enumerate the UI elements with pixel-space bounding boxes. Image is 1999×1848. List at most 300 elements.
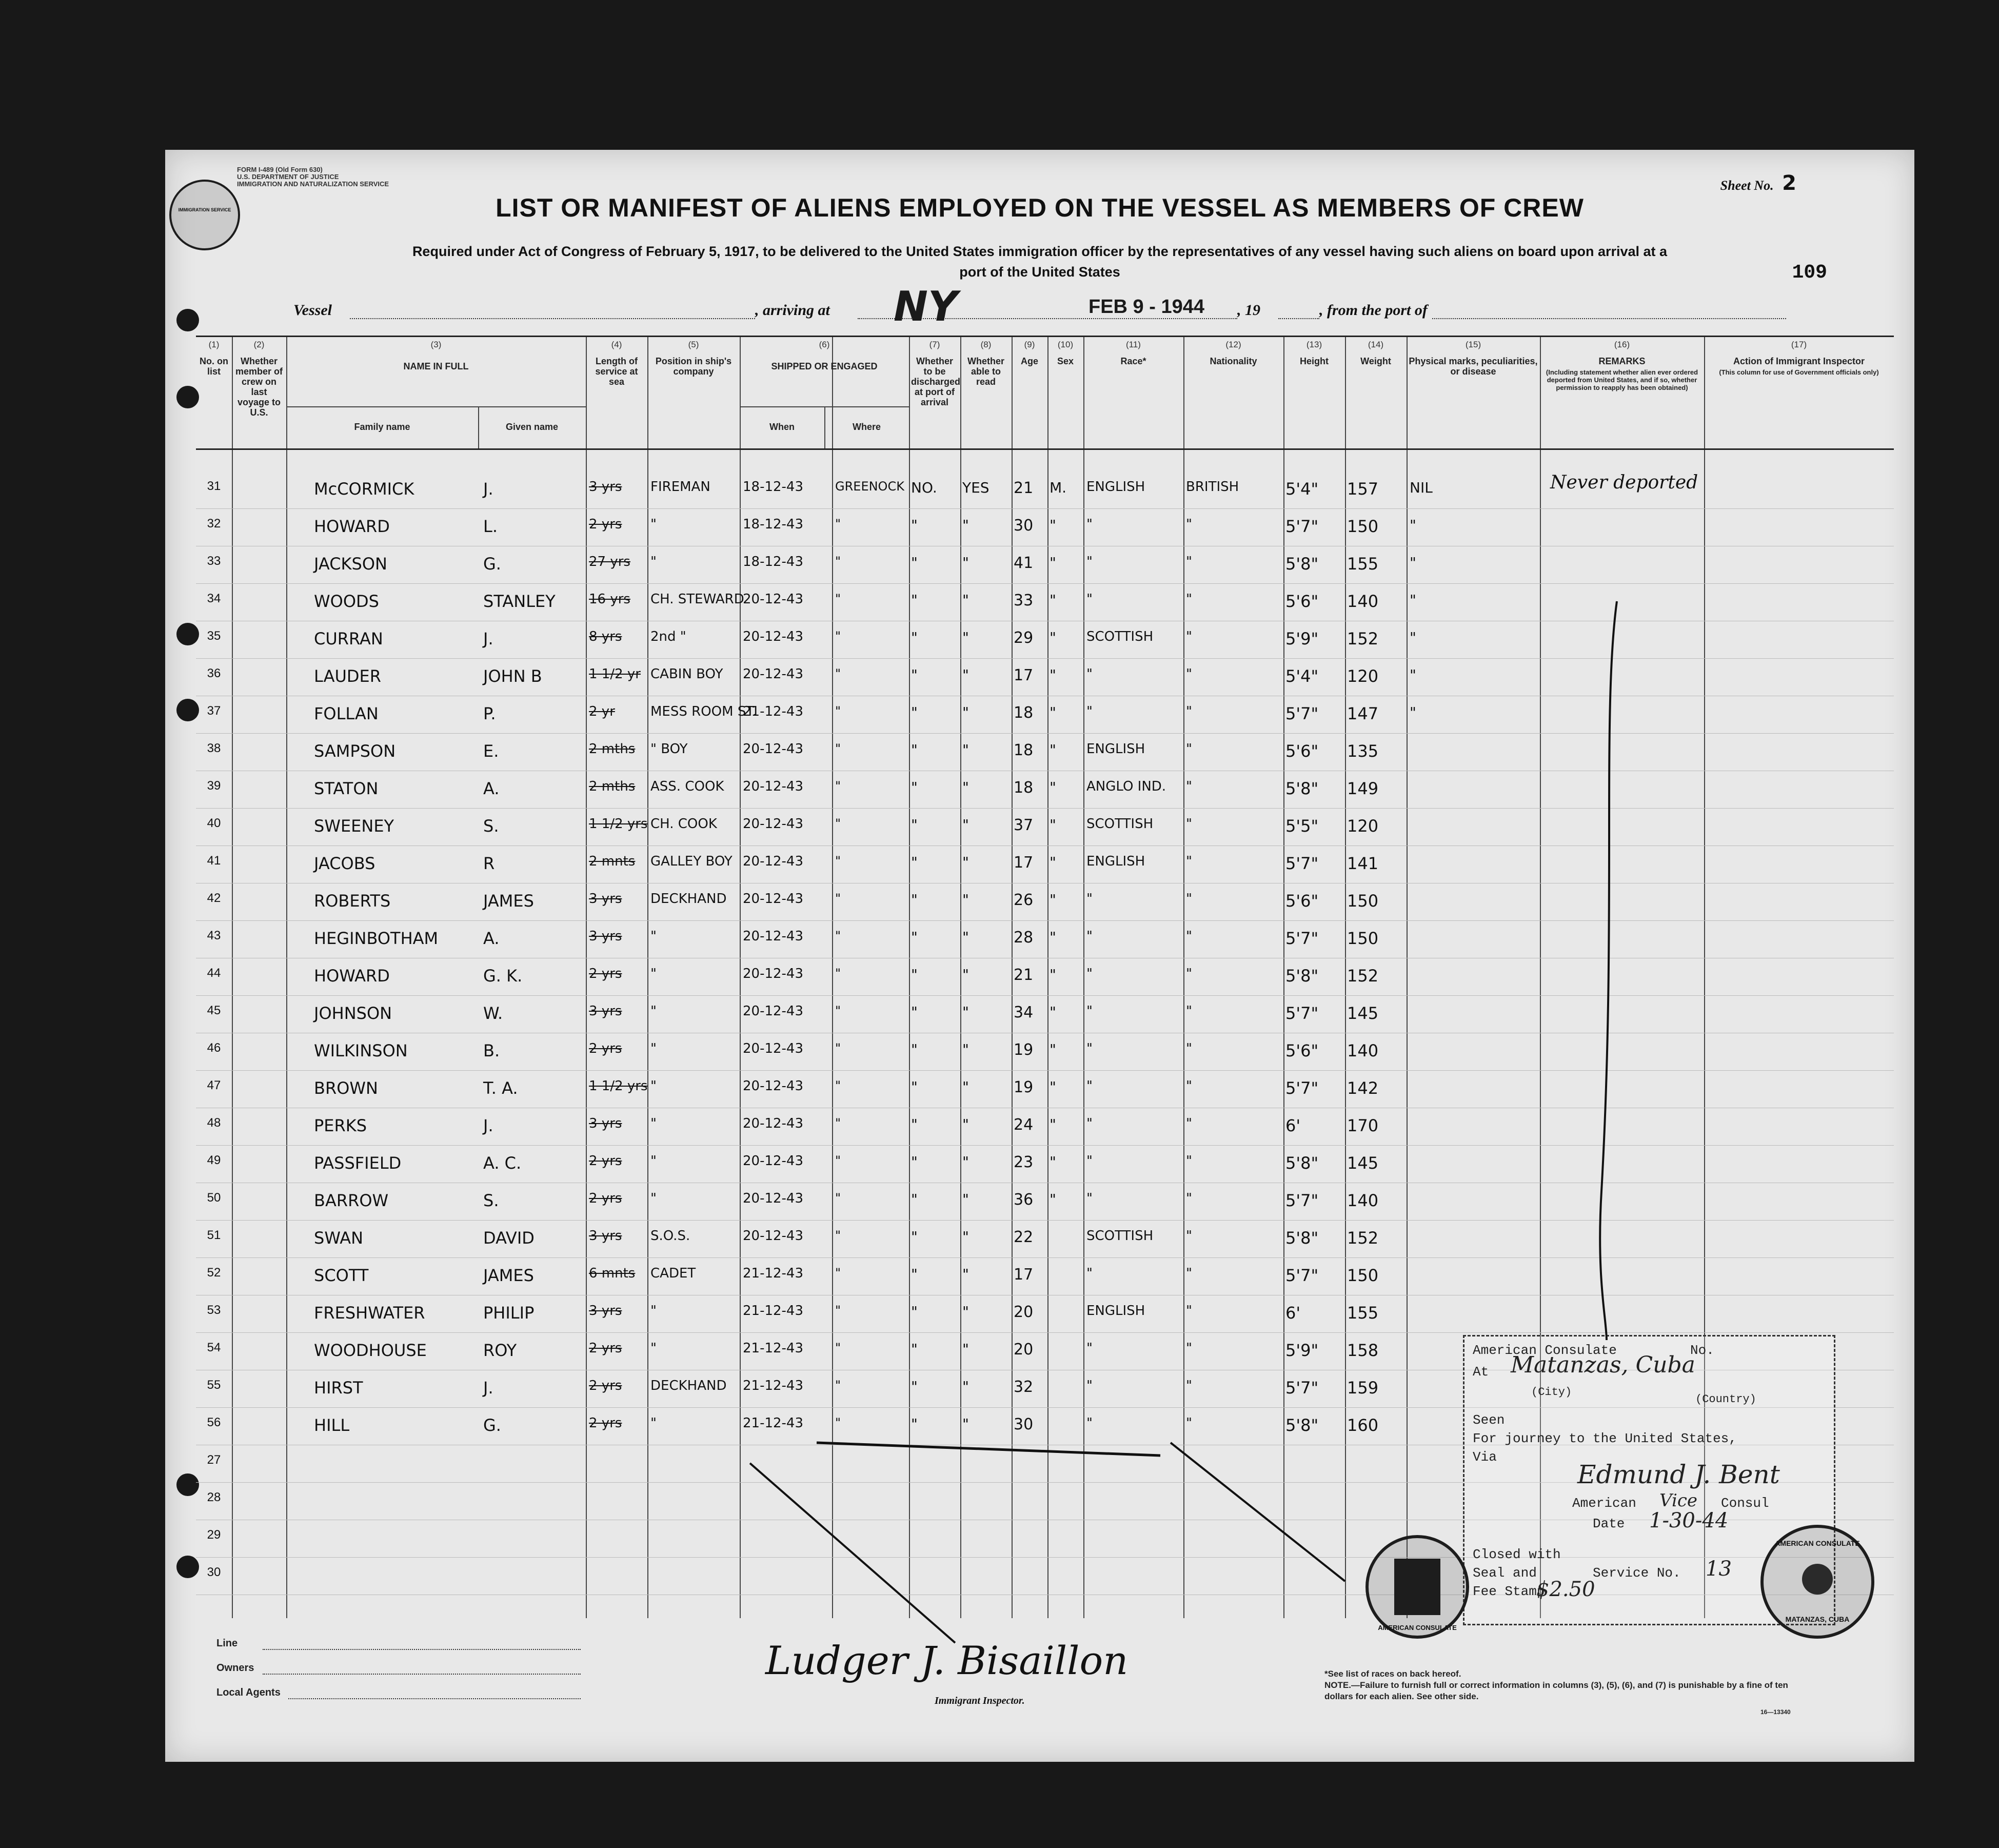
cell-service: 2 yr	[589, 704, 615, 719]
cell-given: PHILIP	[483, 1303, 535, 1323]
cell-nationality: BRITISH	[1186, 479, 1239, 495]
cell-sex: "	[1050, 741, 1056, 758]
cell-age: 21	[1014, 966, 1034, 984]
cell-race: SCOTTISH	[1086, 629, 1154, 644]
cell-position: DECKHAND	[650, 891, 727, 907]
cell-height: 5'8"	[1285, 1228, 1319, 1248]
cell-sex: "	[1050, 816, 1056, 833]
cell-weight: 140	[1347, 1191, 1379, 1210]
cell-age: 32	[1014, 1378, 1034, 1396]
subtitle-line-1: Required under Act of Congress of February 5, 1917, to be delivered to the United States immigration officer by the representatives of any vessel having such aliens on board upon arrival at a	[412, 244, 1668, 259]
manifest-page	[165, 150, 1914, 1762]
arrival-date-value: FEB 9 - 1944	[1088, 296, 1204, 318]
column-subheader: Family name	[354, 422, 410, 432]
cell-nationality: "	[1186, 1041, 1192, 1056]
column-header: REMARKS	[1598, 356, 1646, 366]
footer-agents-label: Local Agents	[216, 1687, 281, 1698]
column-header-note: (Including statement whether alien ever ordered deported from United States, and if so, whether permission to reapply has been obtained)	[1546, 368, 1698, 391]
cell-where: GREENOCK	[835, 479, 904, 494]
cell-read: "	[962, 629, 969, 646]
cell-race: "	[1086, 891, 1093, 907]
consulate-service-value: 13	[1706, 1557, 1732, 1581]
cell-weight: 155	[1347, 554, 1379, 574]
cell-service: 3 yrs	[589, 929, 622, 944]
cell-given: G.	[483, 1416, 501, 1435]
cell-service: 27 yrs	[589, 554, 630, 569]
cell-height: 5'4"	[1285, 479, 1319, 499]
cell-service: 8 yrs	[589, 629, 622, 644]
cell-age: 41	[1014, 554, 1034, 572]
cell-sex: "	[1050, 779, 1056, 796]
cell-no: 41	[207, 854, 221, 868]
cell-height: 5'7"	[1285, 854, 1319, 873]
cell-race: "	[1086, 1191, 1093, 1206]
page-title: LIST OR MANIFEST OF ALIENS EMPLOYED ON THE VESSEL AS MEMBERS OF CREW	[496, 193, 1584, 222]
cell-weight: 140	[1347, 592, 1379, 611]
consulate-via-label: Via	[1473, 1449, 1497, 1465]
form-number: FORM I-489 (Old Form 630)	[237, 166, 323, 173]
vessel-label: Vessel	[293, 302, 332, 319]
cell-family: PERKS	[314, 1116, 367, 1135]
cell-when: 21-12-43	[743, 704, 804, 719]
cell-weight: 152	[1347, 966, 1379, 986]
cell-position: "	[650, 1041, 657, 1056]
cell-when: 21-12-43	[743, 1266, 804, 1281]
cell-sex: "	[1050, 891, 1056, 908]
cell-marks: "	[1410, 517, 1416, 534]
cell-sex: "	[1050, 1004, 1056, 1020]
cell-position: "	[650, 1303, 657, 1319]
cell-when: 20-12-43	[743, 779, 804, 794]
cell-height: 5'9"	[1285, 1341, 1319, 1360]
cell-no: 32	[207, 517, 221, 530]
cell-race: "	[1086, 666, 1093, 682]
cell-given: W.	[483, 1004, 503, 1023]
cell-when: 20-12-43	[743, 741, 804, 757]
cell-sex: "	[1050, 1078, 1056, 1095]
cell-service: 3 yrs	[589, 479, 622, 495]
cell-height: 6'	[1285, 1303, 1301, 1323]
cell-nationality: "	[1186, 1116, 1192, 1131]
cell-when: 20-12-43	[743, 1078, 804, 1094]
cell-nationality: "	[1186, 592, 1192, 607]
cell-read: "	[962, 741, 969, 758]
cell-position: "	[650, 517, 657, 532]
cell-marks: "	[1410, 629, 1416, 646]
cell-no: 48	[207, 1116, 221, 1130]
cell-given: A.	[483, 929, 500, 948]
cell-read: "	[962, 517, 969, 534]
cell-remarks: Never deported	[1550, 472, 1698, 493]
cell-position: GALLEY BOY	[650, 854, 733, 869]
cell-given: STANLEY	[483, 592, 556, 611]
cell-family: JACOBS	[314, 854, 375, 873]
column-header: Position in ship's company	[655, 356, 732, 377]
cell-age: 30	[1014, 517, 1034, 535]
cell-discharged: "	[911, 1191, 918, 1208]
cell-family: SCOTT	[314, 1266, 369, 1285]
cell-age: 18	[1014, 779, 1034, 797]
cell-given: B.	[483, 1041, 500, 1060]
cell-weight: 120	[1347, 816, 1379, 836]
cell-no: 50	[207, 1191, 221, 1205]
cell-no: 33	[207, 554, 221, 568]
cell-race: ENGLISH	[1086, 741, 1145, 757]
cell-family: HEGINBOTHAM	[314, 929, 439, 948]
cell-discharged: "	[911, 891, 918, 908]
cell-when: 20-12-43	[743, 629, 804, 644]
cell-no: 46	[207, 1041, 221, 1055]
column-header: SHIPPED OR ENGAGED	[771, 361, 878, 371]
department-name: U.S. DEPARTMENT OF JUSTICE	[237, 173, 339, 181]
cell-discharged: "	[911, 666, 918, 683]
cell-height: 5'7"	[1285, 1378, 1319, 1398]
consulate-heading: American Consulate	[1473, 1343, 1617, 1358]
cell-age: 19	[1014, 1078, 1034, 1096]
cell-given: R	[483, 854, 495, 873]
cell-height: 5'8"	[1285, 966, 1319, 986]
cell-no: 34	[207, 592, 221, 605]
cell-read: "	[962, 1303, 969, 1320]
cell-read: "	[962, 1153, 969, 1170]
inspector-label: Immigrant Inspector.	[935, 1695, 1025, 1706]
cell-height: 5'7"	[1285, 1004, 1319, 1023]
cell-weight: 155	[1347, 1303, 1379, 1323]
cell-race: "	[1086, 1416, 1093, 1431]
cell-weight: 142	[1347, 1078, 1379, 1098]
cell-position: "	[650, 1341, 657, 1356]
cell-age: 19	[1014, 1041, 1034, 1059]
cell-no: 37	[207, 704, 221, 718]
cell-position: CABIN BOY	[650, 666, 723, 682]
cell-read: "	[962, 1078, 969, 1095]
column-subheader: Given name	[505, 422, 559, 432]
consulate-fee-value: $2.50	[1536, 1578, 1595, 1601]
cell-nationality: "	[1186, 629, 1192, 644]
cell-read: "	[962, 1416, 969, 1432]
cell-position: MESS ROOM ST.	[650, 704, 757, 719]
column-number: (13)	[1306, 340, 1322, 349]
cell-read: "	[962, 854, 969, 871]
cell-when: 20-12-43	[743, 592, 804, 607]
column-number: (2)	[253, 340, 265, 349]
cell-position: DECKHAND	[650, 1378, 727, 1393]
seal-right-top-text: AMERICAN CONSULATE	[1775, 1539, 1860, 1547]
cell-height: 5'8"	[1285, 779, 1319, 798]
consulate-no-label: No.	[1690, 1343, 1714, 1358]
cell-no: 53	[207, 1303, 221, 1317]
cell-nationality: "	[1186, 966, 1192, 981]
cell-race: "	[1086, 1341, 1093, 1356]
cell-no: 54	[207, 1341, 221, 1354]
cell-position: "	[650, 554, 657, 569]
empty-row-number: 27	[207, 1453, 221, 1467]
cell-family: HOWARD	[314, 517, 390, 536]
cell-discharged: "	[911, 1078, 918, 1095]
cell-given: A.	[483, 779, 500, 798]
cell-position: "	[650, 1191, 657, 1206]
consul-date-label: Date	[1593, 1516, 1625, 1531]
cell-read: YES	[962, 479, 989, 496]
cell-position: 2nd "	[650, 629, 686, 644]
cell-nationality: "	[1186, 1191, 1192, 1206]
cell-position: ASS. COOK	[650, 779, 724, 794]
cell-service: 3 yrs	[589, 1228, 622, 1244]
cell-service: 2 yrs	[589, 517, 622, 532]
cell-nationality: "	[1186, 1416, 1192, 1431]
consul-signature: Edmund J. Bent	[1577, 1460, 1780, 1489]
cell-service: 1 1/2 yrs	[589, 816, 648, 832]
cell-sex: "	[1050, 1116, 1056, 1133]
cell-discharged: "	[911, 1266, 918, 1283]
cell-nationality: "	[1186, 854, 1192, 869]
cell-nationality: "	[1186, 1078, 1192, 1094]
cell-service: 1 1/2 yrs	[589, 1078, 648, 1094]
column-header: Physical marks, peculiarities, or disease	[1409, 356, 1538, 377]
cell-height: 5'8"	[1285, 554, 1319, 574]
cell-race: "	[1086, 704, 1093, 719]
empty-row-number: 28	[207, 1490, 221, 1504]
cell-family: PASSFIELD	[314, 1153, 402, 1173]
column-number: (7)	[929, 340, 940, 349]
cell-nationality: "	[1186, 1228, 1192, 1244]
cell-discharged: "	[911, 1116, 918, 1133]
cell-discharged: "	[911, 966, 918, 983]
cell-given: S.	[483, 1191, 499, 1210]
footnote-fine: NOTE.—Failure to furnish full or correct information in columns (3), (5), (6), and (7) is punishable by a fine of ten dollars for each alien. See other side.	[1324, 1680, 1788, 1701]
cell-marks: "	[1410, 666, 1416, 683]
cell-nationality: "	[1186, 779, 1192, 794]
seal-right-bottom-text: MATANZAS, CUBA	[1785, 1615, 1850, 1623]
cell-where: "	[835, 1341, 841, 1355]
cell-age: 37	[1014, 816, 1034, 834]
cell-service: 16 yrs	[589, 592, 630, 607]
cell-read: "	[962, 554, 969, 571]
cell-given: JAMES	[483, 1266, 534, 1285]
cell-family: BROWN	[314, 1078, 378, 1098]
cell-age: 17	[1014, 854, 1034, 872]
cell-no: 43	[207, 929, 221, 942]
cell-height: 5'7"	[1285, 517, 1319, 536]
cell-age: 30	[1014, 1416, 1034, 1433]
cell-age: 20	[1014, 1303, 1034, 1321]
cell-position: "	[650, 1153, 657, 1169]
column-header: Whether to be discharged at port of arrival	[911, 356, 961, 407]
cell-age: 17	[1014, 1266, 1034, 1284]
cell-position: S.O.S.	[650, 1228, 690, 1244]
column-header: Action of Immigrant Inspector	[1733, 356, 1865, 366]
cell-race: ENGLISH	[1086, 479, 1145, 495]
empty-row-number: 29	[207, 1528, 221, 1542]
cell-no: 35	[207, 629, 221, 643]
cell-service: 3 yrs	[589, 891, 622, 907]
cell-read: "	[962, 966, 969, 983]
consul-title-prefix: American	[1572, 1496, 1636, 1511]
cell-when: 20-12-43	[743, 1191, 804, 1206]
cell-height: 5'7"	[1285, 704, 1319, 723]
column-subheader: Where	[852, 422, 881, 432]
cell-race: ANGLO IND.	[1086, 779, 1166, 794]
cell-discharged: "	[911, 1041, 918, 1058]
cell-read: "	[962, 1191, 969, 1208]
consul-title-suffix: Consul	[1721, 1496, 1769, 1511]
column-number: (1)	[208, 340, 220, 349]
cell-where: "	[835, 1004, 841, 1018]
footer-line-label: Line	[216, 1638, 238, 1649]
cell-height: 5'7"	[1285, 929, 1319, 948]
cell-family: HILL	[314, 1416, 350, 1435]
cell-no: 49	[207, 1153, 221, 1167]
page-number: 109	[1792, 262, 1827, 284]
cell-race: "	[1086, 1153, 1093, 1169]
cell-race: SCOTTISH	[1086, 816, 1154, 832]
cell-no: 45	[207, 1004, 221, 1017]
cell-weight: 147	[1347, 704, 1379, 723]
cell-where: "	[835, 592, 841, 606]
cell-weight: 150	[1347, 929, 1379, 948]
cell-family: SWEENEY	[314, 816, 394, 836]
cell-discharged: "	[911, 1416, 918, 1432]
cell-height: 5'4"	[1285, 666, 1319, 686]
cell-where: "	[835, 1303, 841, 1318]
cell-where: "	[835, 1378, 841, 1392]
cell-family: STATON	[314, 779, 379, 798]
cell-when: 21-12-43	[743, 1303, 804, 1319]
cell-age: 20	[1014, 1341, 1034, 1359]
cell-discharged: "	[911, 704, 918, 721]
cell-service: 2 mths	[589, 741, 636, 757]
column-header: Height	[1300, 356, 1329, 366]
cell-height: 5'8"	[1285, 1153, 1319, 1173]
sheet-number-value: 2	[1782, 171, 1796, 195]
cell-where: "	[835, 929, 841, 943]
column-number: (16)	[1614, 340, 1630, 349]
cell-age: 33	[1014, 592, 1034, 610]
subtitle-line-2: port of the United States	[959, 264, 1120, 280]
column-header: Whether member of crew on last voyage to U.S.	[235, 356, 283, 418]
column-header-note: (This column for use of Government officials only)	[1719, 368, 1879, 376]
cell-sex: "	[1050, 854, 1056, 871]
consulate-at-label: At	[1473, 1364, 1489, 1380]
column-number: (5)	[688, 340, 699, 349]
cell-when: 20-12-43	[743, 891, 804, 907]
consul-title-value: Vice	[1659, 1490, 1697, 1511]
cell-weight: 141	[1347, 854, 1379, 873]
cell-given: J.	[483, 1116, 493, 1135]
cell-service: 2 mnts	[589, 854, 636, 869]
column-number: (3)	[430, 340, 442, 349]
cell-age: 29	[1014, 629, 1034, 647]
cell-discharged: "	[911, 517, 918, 534]
cell-race: "	[1086, 1078, 1093, 1094]
cell-age: 23	[1014, 1153, 1034, 1171]
cell-sex: "	[1050, 1153, 1056, 1170]
consulate-seen-label: Seen	[1473, 1412, 1505, 1428]
cell-nationality: "	[1186, 1303, 1192, 1319]
seal-left-text: AMERICAN CONSULATE	[1378, 1624, 1457, 1631]
cell-nationality: "	[1186, 1004, 1192, 1019]
cell-where: "	[835, 891, 841, 906]
cell-position: CH. STEWARD	[650, 592, 744, 607]
cell-given: J.	[483, 479, 493, 499]
column-subheader: When	[769, 422, 795, 432]
cell-family: FRESHWATER	[314, 1303, 425, 1323]
cell-race: "	[1086, 1116, 1093, 1131]
cell-sex: "	[1050, 929, 1056, 946]
column-header: Whether able to read	[967, 356, 1004, 387]
cell-height: 5'7"	[1285, 1078, 1319, 1098]
cell-read: "	[962, 1116, 969, 1133]
cell-marks: "	[1410, 592, 1416, 608]
column-number: (9)	[1024, 340, 1035, 349]
cell-no: 51	[207, 1228, 221, 1242]
column-header: NAME IN FULL	[403, 361, 469, 371]
consulate-fee-label: Fee Stamp	[1473, 1584, 1545, 1599]
column-number: (10)	[1057, 340, 1074, 349]
cell-weight: 157	[1347, 479, 1379, 499]
column-number: (15)	[1465, 340, 1481, 349]
cell-given: J.	[483, 629, 493, 648]
footer-form-code: 16—13340	[1760, 1708, 1791, 1716]
cell-given: JAMES	[483, 891, 534, 911]
cell-race: "	[1086, 592, 1093, 607]
cell-where: "	[835, 1191, 841, 1205]
cell-family: WILKINSON	[314, 1041, 408, 1060]
cell-when: 18-12-43	[743, 517, 804, 532]
cell-weight: 159	[1347, 1378, 1379, 1398]
cell-weight: 152	[1347, 629, 1379, 648]
cell-family: FOLLAN	[314, 704, 379, 723]
cell-discharged: "	[911, 741, 918, 758]
arriving-label: , arriving at	[755, 302, 830, 319]
cell-race: "	[1086, 1041, 1093, 1056]
from-port-label: , from the port of	[1319, 302, 1428, 319]
cell-race: "	[1086, 929, 1093, 944]
cell-where: "	[835, 816, 841, 831]
cell-where: "	[835, 704, 841, 718]
column-number: (4)	[611, 340, 622, 349]
cell-no: 47	[207, 1078, 221, 1092]
cell-read: "	[962, 1341, 969, 1358]
cell-age: 21	[1014, 479, 1034, 497]
cell-discharged: "	[911, 1228, 918, 1245]
consulate-country-label: (Country)	[1695, 1393, 1756, 1406]
cell-when: 21-12-43	[743, 1416, 804, 1431]
cell-weight: 140	[1347, 1041, 1379, 1060]
cell-service: 2 yrs	[589, 966, 622, 981]
cell-weight: 150	[1347, 891, 1379, 911]
cell-no: 44	[207, 966, 221, 980]
cell-discharged: "	[911, 1378, 918, 1395]
cell-family: ROBERTS	[314, 891, 391, 911]
cell-discharged: "	[911, 554, 918, 571]
cell-sex: "	[1050, 554, 1056, 571]
cell-family: CURRAN	[314, 629, 383, 648]
cell-when: 20-12-43	[743, 929, 804, 944]
cell-race: "	[1086, 1004, 1093, 1019]
strike-through-lines	[165, 150, 1914, 1762]
cell-when: 20-12-43	[743, 1153, 804, 1169]
cell-no: 52	[207, 1266, 221, 1280]
column-number: (6)	[819, 340, 830, 349]
arriving-port-value: NY	[894, 283, 958, 330]
cell-weight: 150	[1347, 517, 1379, 536]
cell-discharged: NO.	[911, 479, 937, 496]
cell-family: WOODS	[314, 592, 379, 611]
cell-height: 5'8"	[1285, 1416, 1319, 1435]
cell-age: 34	[1014, 1004, 1034, 1021]
cell-read: "	[962, 592, 969, 608]
